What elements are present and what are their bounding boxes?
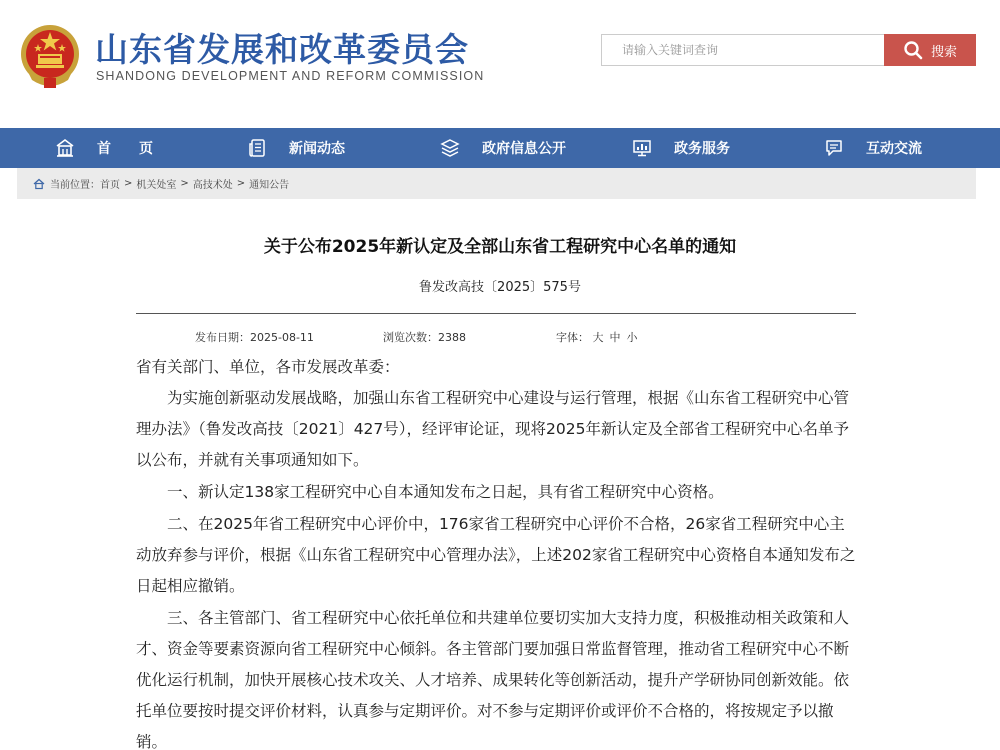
search-button[interactable] [884,34,976,66]
breadcrumb [17,168,976,199]
article-title: 关于公布2025年新认定及全部山东省工程研究中心名单的通知 [263,237,737,257]
divider [136,313,856,314]
national-emblem-icon [18,22,82,90]
paragraph: 为实施创新驱动发展战略，加强山东省工程研究中心建设与运行管理，根据《山东省工程研究中心管理办法》（鲁发改高技〔2021〕427号），经评审论证，现将2025年新认定及全部省工程研究中心名单予以公布，并就有关事项通知如下。 [136,389,850,469]
monitor-icon [632,138,652,158]
font-size-label: 字体： [556,331,589,344]
layers-icon [440,138,460,158]
publish-date-label: 发布日期： [195,331,250,344]
article-body [136,352,856,750]
font-size-medium[interactable]: 中 [609,331,621,344]
search-input[interactable] [601,34,885,66]
nav-item-label: 新闻动态 [289,141,345,157]
breadcrumb-link-home[interactable]: 首页 [100,180,120,191]
main-nav [0,128,1000,168]
news-icon [247,138,267,158]
salutation: 省有关部门、单位，各市发展改革委： [136,358,400,376]
publish-date [195,329,314,345]
breadcrumb-separator: > [236,178,246,189]
font-size-small[interactable]: 小 [626,331,638,344]
nav-item-label: 互动交流 [866,141,922,157]
breadcrumb-link-notices[interactable]: 通知公告 [249,180,290,191]
view-count-value: 2388 [438,331,466,344]
view-count [383,329,466,345]
publish-date-value: 2025-08-11 [250,331,314,344]
breadcrumb-separator: > [124,178,133,189]
home-icon [55,138,75,158]
site-header [0,0,1000,128]
nav-item-label: 政府信息公开 [482,141,566,157]
paragraph: 一、新认定138家工程研究中心自本通知发布之日起，具有省工程研究中心资格。 [167,483,724,501]
search-icon [903,40,923,60]
site-subtitle: SHANDONG DEVELOPMENT AND REFORM COMMISSION [96,69,485,83]
paragraph: 三、各主管部门、省工程研究中心依托单位和共建单位要切实加大支持力度，积极推动相关政策和人才、资金等要素资源向省工程研究中心倾斜。各主管部门要加强日常监督管理，推动省工程研究中心不断优化运行机制，加快开展核心技术攻关、人才培养、成果转化等创新活动，提升产学研协同创新效能。依托单位要按时提交评价材料，认真参与定期评价。对不参与定期评价或评价不合格的，将按规定予以撤销。 [136,609,850,750]
breadcrumb-link-offices[interactable]: 机关处室 [136,180,177,191]
site-title: 山东省发展和改革委员会 [95,30,469,69]
nav-item-interaction[interactable] [824,128,922,168]
nav-item-gov-info[interactable] [440,128,566,168]
nav-item-label: 政务服务 [674,141,730,157]
view-count-label: 浏览次数： [383,331,438,344]
breadcrumb-prefix: 当前位置： [50,180,100,191]
nav-item-label: 首页 [97,141,181,157]
chat-icon [824,138,844,158]
breadcrumb-link-hightech[interactable]: 高技术处 [192,180,233,191]
nav-item-home[interactable] [55,128,181,168]
nav-item-news[interactable] [247,128,345,168]
home-icon [33,178,45,190]
document-number: 鲁发改高技〔2025〕575号 [419,280,581,295]
font-size-switcher [556,329,644,345]
nav-item-services[interactable] [632,128,730,168]
paragraph: 二、在2025年省工程研究中心评价中，176家省工程研究中心评价不合格，26家省工程研究中心主动放弃参与评价，根据《山东省工程研究中心管理办法》，上述202家省工程研究中心资格自本通知发布之日起相应撤销。 [136,515,856,595]
font-size-large[interactable]: 大 [592,331,604,344]
search-button-label: 搜索 [930,44,957,60]
breadcrumb-separator: > [180,178,189,189]
